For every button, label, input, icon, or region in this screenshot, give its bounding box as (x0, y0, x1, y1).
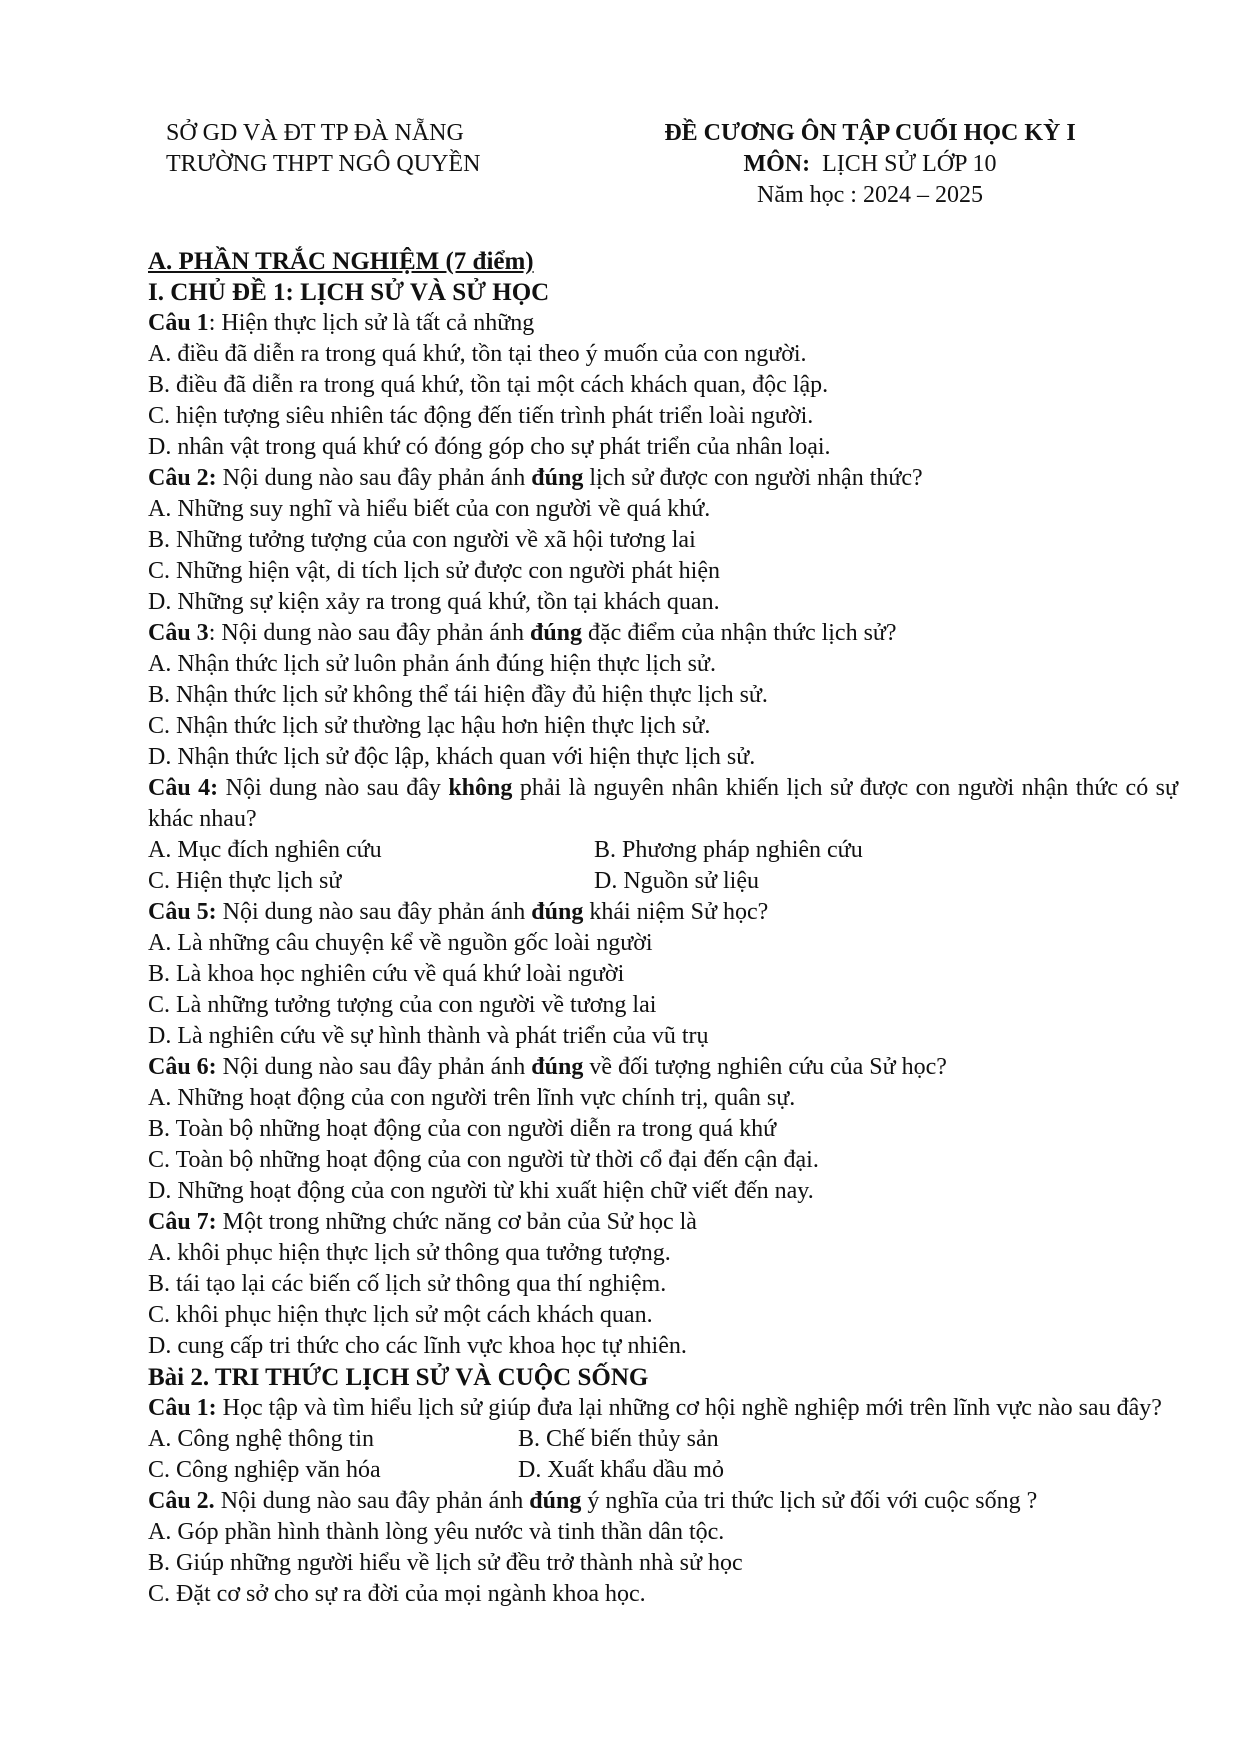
lesson-2-question-2 (148, 1486, 1178, 1517)
subject-label: MÔN: (743, 151, 811, 177)
question-label: Câu 5: (148, 899, 217, 925)
title-block (630, 118, 1110, 211)
option-d: D. cung cấp tri thức cho các lĩnh vực khoa học tự nhiên. (148, 1333, 687, 1359)
school-name: TRƯỜNG THPT NGÔ QUYỀN (166, 151, 481, 177)
question-label: Câu 2: (148, 465, 217, 491)
question-text: khái niệm Sử học? (583, 899, 769, 925)
document-body (148, 246, 1178, 1610)
question-emphasis: không (448, 775, 513, 801)
option-d: D. Những sự kiện xảy ra trong quá khứ, tồn tại khách quan. (148, 589, 720, 615)
option-a: A. khôi phục hiện thực lịch sử thông qua tưởng tượng. (148, 1240, 671, 1266)
option-d: D. nhân vật trong quá khứ có đóng góp cho sự phát triển của nhân loại. (148, 434, 831, 460)
question-text: Nội dung nào sau đây phản ánh (216, 465, 532, 491)
question-text: ý nghĩa của tri thức lịch sử đối với cuộc sống ? (581, 1488, 1038, 1514)
option-a: A. Những suy nghĩ và hiểu biết của con người về quá khứ. (148, 496, 711, 522)
option-a: A. Mục đích nghiên cứu (148, 837, 382, 863)
option-a: A. Những hoạt động của con người trên lĩnh vực chính trị, quân sự. (148, 1085, 796, 1111)
question-text: về đối tượng nghiên cứu của Sử học? (583, 1054, 947, 1080)
question-2 (148, 463, 1178, 494)
question-emphasis: đúng (531, 465, 584, 491)
option-a: A. Góp phần hình thành lòng yêu nước và tinh thần dân tộc. (148, 1519, 725, 1545)
department-name: SỞ GD VÀ ĐT TP ĐÀ NẴNG (166, 120, 464, 146)
question-6 (148, 1052, 1178, 1083)
question-text: Nội dung nào sau đây phản ánh (216, 899, 532, 925)
question-label: Câu 6: (148, 1054, 217, 1080)
option-d: D. Xuất khẩu dầu mỏ (518, 1457, 724, 1483)
question-text: lịch sử được con người nhận thức? (583, 465, 923, 491)
option-c: C. Là những tưởng tượng của con người về tương lai (148, 992, 657, 1018)
option-c: C. Đặt cơ sở cho sự ra đời của mọi ngành khoa học. (148, 1581, 646, 1607)
question-text: đặc điểm của nhận thức lịch sử? (582, 620, 897, 646)
question-emphasis: đúng (529, 1488, 582, 1514)
question-label: Câu 2. (148, 1488, 215, 1514)
lesson-2-question-1 (148, 1393, 1178, 1424)
option-c: C. Hiện thực lịch sử (148, 868, 342, 894)
option-c: C. Toàn bộ những hoạt động của con người từ thời cổ đại đến cận đại. (148, 1147, 819, 1173)
question-4 (148, 773, 1178, 835)
option-c: C. Những hiện vật, di tích lịch sử được con người phát hiện (148, 558, 720, 584)
question-emphasis: đúng (531, 1054, 584, 1080)
issuer-block (166, 118, 480, 180)
question-text: Học tập và tìm hiểu lịch sử giúp đưa lại những cơ hội nghề nghiệp mới trên lĩnh vực nào sau đây? (216, 1395, 1162, 1421)
subject-line (630, 149, 1110, 180)
topic-1-heading: I. CHỦ ĐỀ 1: LỊCH SỬ VÀ SỬ HỌC (148, 279, 550, 306)
option-b: B. điều đã diễn ra trong quá khứ, tồn tại một cách khách quan, độc lập. (148, 372, 829, 398)
question-5 (148, 897, 1178, 928)
lesson-2-heading: Bài 2. TRI THỨC LỊCH SỬ VÀ CUỘC SỐNG (148, 1364, 649, 1391)
question-label: Câu 1 (148, 310, 209, 336)
option-a: A. Công nghệ thông tin (148, 1426, 374, 1452)
options-row (148, 835, 1178, 866)
option-c: C. hiện tượng siêu nhiên tác động đến tiến trình phát triển loài người. (148, 403, 814, 429)
option-c: C. khôi phục hiện thực lịch sử một cách khách quan. (148, 1302, 653, 1328)
question-text: Một trong những chức năng cơ bản của Sử học là (216, 1209, 697, 1235)
options-row (148, 1455, 1178, 1486)
question-3 (148, 618, 1178, 649)
question-text: Nội dung nào sau đây phản ánh (214, 1488, 530, 1514)
school-year: Năm học : 2024 – 2025 (757, 182, 983, 208)
option-d: D. Nguồn sử liệu (594, 868, 759, 894)
question-text: phải là nguyên nhân khiến lịch sử được con người nhận thức có sự khác nhau? (148, 775, 1179, 832)
question-label: Câu 1: (148, 1395, 217, 1421)
options-row (148, 1424, 1178, 1455)
option-d: D. Là nghiên cứu về sự hình thành và phát triển của vũ trụ (148, 1023, 709, 1049)
question-text: : Hiện thực lịch sử là tất cả những (208, 310, 535, 336)
option-b: B. tái tạo lại các biến cố lịch sử thông qua thí nghiệm. (148, 1271, 667, 1297)
question-emphasis: đúng (529, 620, 583, 646)
option-b: B. Những tưởng tượng của con người về xã hội tương lai (148, 527, 696, 553)
option-b: B. Là khoa học nghiên cứu về quá khứ loài người (148, 961, 625, 987)
option-d: D. Những hoạt động của con người từ khi xuất hiện chữ viết đến nay. (148, 1178, 814, 1204)
part-a-heading: A. PHẦN TRẮC NGHIỆM (7 điểm) (148, 248, 534, 275)
option-c: C. Nhận thức lịch sử thường lạc hậu hơn hiện thực lịch sử. (148, 713, 711, 739)
question-label: Câu 4: (148, 775, 219, 801)
question-emphasis: đúng (531, 899, 584, 925)
question-7 (148, 1207, 1178, 1238)
question-text: Nội dung nào sau đây phản ánh (216, 1054, 532, 1080)
option-b: B. Toàn bộ những hoạt động của con người diễn ra trong quá khứ (148, 1116, 777, 1142)
subject-name: LỊCH SỬ LỚP 10 (822, 151, 997, 177)
option-b: B. Phương pháp nghiên cứu (594, 837, 863, 863)
option-b: B. Nhận thức lịch sử không thể tái hiện đầy đủ hiện thực lịch sử. (148, 682, 768, 708)
option-b: B. Giúp những người hiểu về lịch sử đều trở thành nhà sử học (148, 1550, 743, 1576)
option-c: C. Công nghiệp văn hóa (148, 1457, 381, 1483)
options-row (148, 866, 1178, 897)
document-title: ĐỀ CƯƠNG ÔN TẬP CUỐI HỌC KỲ I (664, 120, 1076, 146)
question-1 (148, 308, 1178, 339)
option-a: A. Là những câu chuyện kể về nguồn gốc loài người (148, 930, 653, 956)
question-text: Nội dung nào sau đây (218, 775, 449, 801)
option-a: A. Nhận thức lịch sử luôn phản ánh đúng hiện thực lịch sử. (148, 651, 716, 677)
question-text: : Nội dung nào sau đây phản ánh (208, 620, 530, 646)
question-label: Câu 7: (148, 1209, 217, 1235)
option-a: A. điều đã diễn ra trong quá khứ, tồn tại theo ý muốn của con người. (148, 341, 807, 367)
option-d: D. Nhận thức lịch sử độc lập, khách quan với hiện thực lịch sử. (148, 744, 756, 770)
document-header (0, 118, 1241, 218)
question-label: Câu 3 (148, 620, 209, 646)
option-b: B. Chế biến thủy sản (518, 1426, 719, 1452)
